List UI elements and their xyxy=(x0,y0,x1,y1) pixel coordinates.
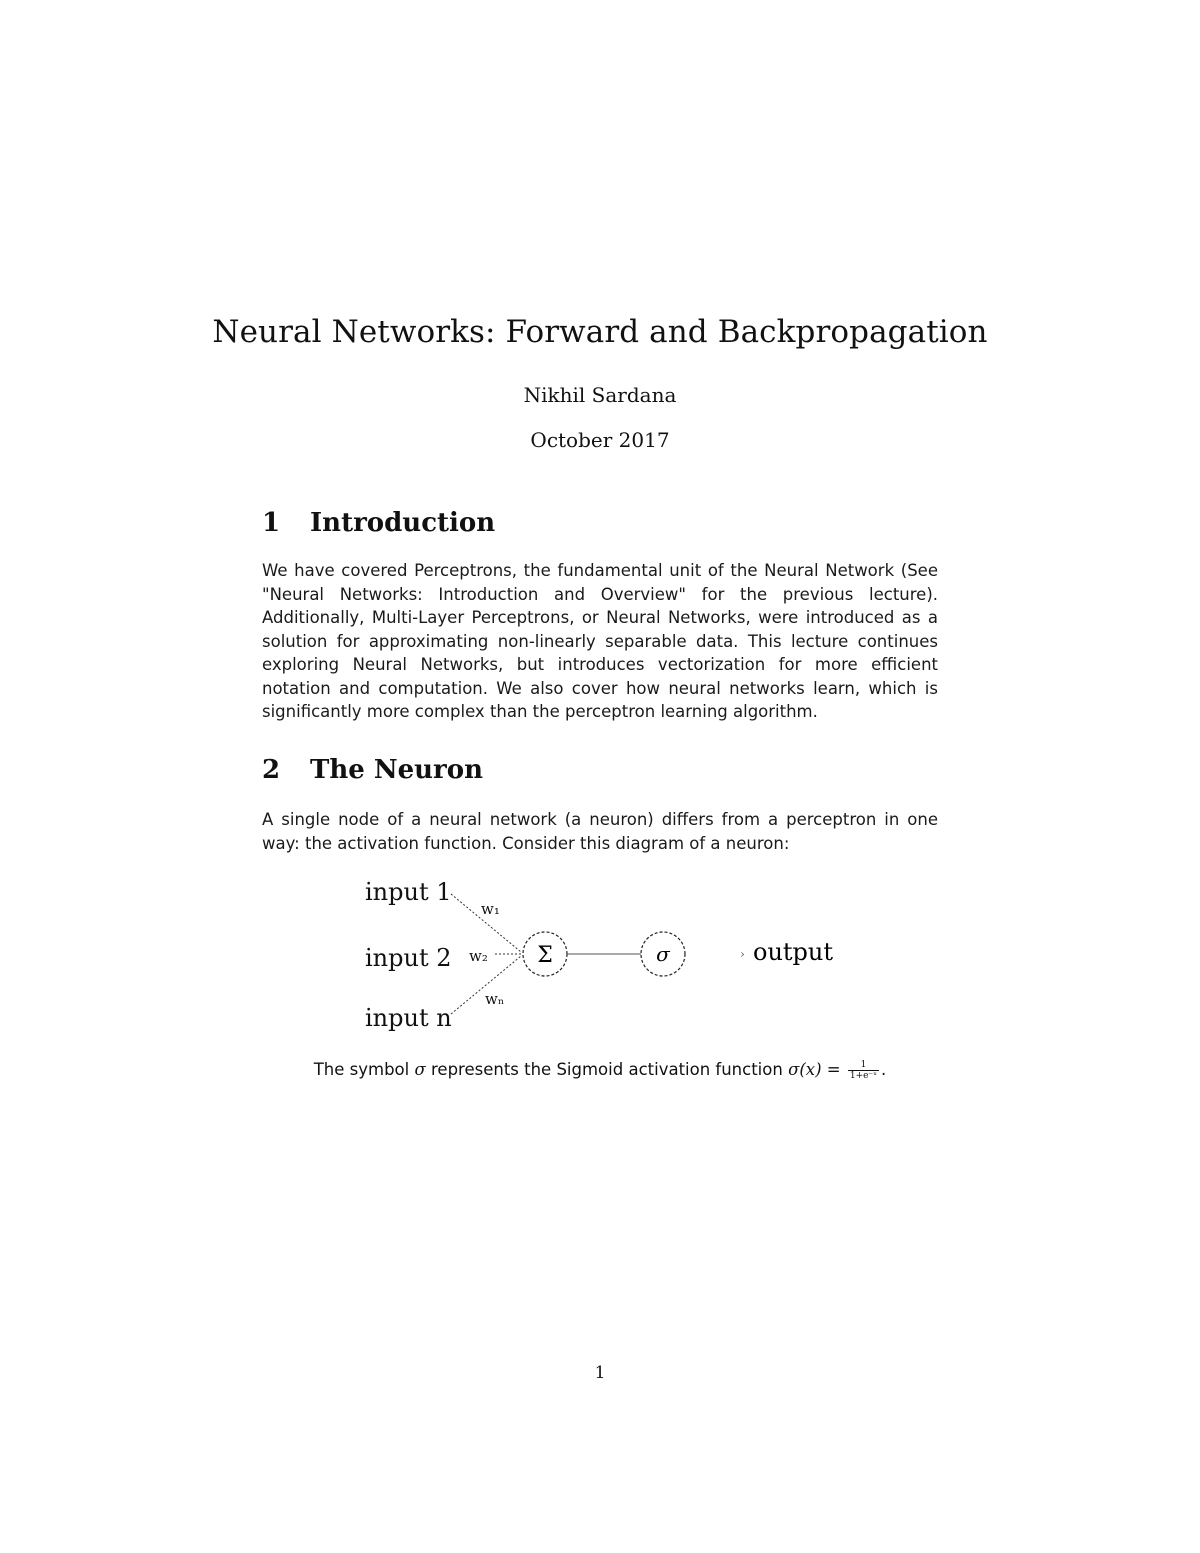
diagram-input-1-label: input 1 xyxy=(365,878,452,906)
page-number: 1 xyxy=(594,1363,606,1383)
caption-function: σ(x) = xyxy=(788,1060,846,1079)
author-name: Nikhil Sardana xyxy=(523,383,677,407)
sigmoid-caption xyxy=(0,1060,1200,1081)
diagram-weight-1: w₁ xyxy=(481,900,500,918)
neuron-diagram xyxy=(355,868,855,1040)
paper-title: Neural Networks: Forward and Backpropagation xyxy=(212,314,988,350)
sigmoid-fraction xyxy=(848,1060,879,1081)
fraction-numerator: 1 xyxy=(848,1060,879,1071)
arrow-head-icon: › xyxy=(740,947,745,961)
section-title: Introduction xyxy=(310,508,496,538)
diagram-input-2-label: input 2 xyxy=(365,944,452,972)
caption-sigma-symbol: σ xyxy=(414,1060,426,1079)
section-heading-the-neuron xyxy=(262,755,483,785)
activation-symbol: σ xyxy=(656,942,670,966)
introduction-paragraph: We have covered Perceptrons, the fundamental unit of the Neural Network (See "Neural Networks: Introduction and Overview" for the previous lecture). Additionally, Multi-Layer Perceptrons, or Neural Networks, were introduced as a solution for approximating non-linearly separable data. This lecture continues exploring Neural Networks, but introduces vectorization for more efficient notation and computation. We also cover how neural networks learn, which is significantly more complex than the perceptron learning algorithm. xyxy=(262,561,938,721)
caption-prefix: The symbol xyxy=(313,1060,415,1079)
summation-symbol: Σ xyxy=(537,943,553,968)
caption-suffix: . xyxy=(881,1060,887,1079)
caption-middle: represents the Sigmoid activation function xyxy=(425,1060,789,1079)
diagram-output-label: output xyxy=(753,938,834,966)
section-heading-introduction xyxy=(262,508,495,538)
section-number: 1 xyxy=(262,508,281,538)
neuron-paragraph: A single node of a neural network (a neuron) differs from a perceptron in one way: the activation function. Consider this diagram of a neuron: xyxy=(262,810,938,853)
section-title: The Neuron xyxy=(310,755,483,785)
diagram-input-n-label: input n xyxy=(365,1004,452,1032)
section-number: 2 xyxy=(262,755,281,785)
publication-date: October 2017 xyxy=(530,428,670,452)
diagram-weight-2: w₂ xyxy=(469,947,488,965)
diagram-weight-n: wₙ xyxy=(485,990,505,1008)
fraction-denominator: 1+e⁻ˣ xyxy=(849,1071,878,1081)
